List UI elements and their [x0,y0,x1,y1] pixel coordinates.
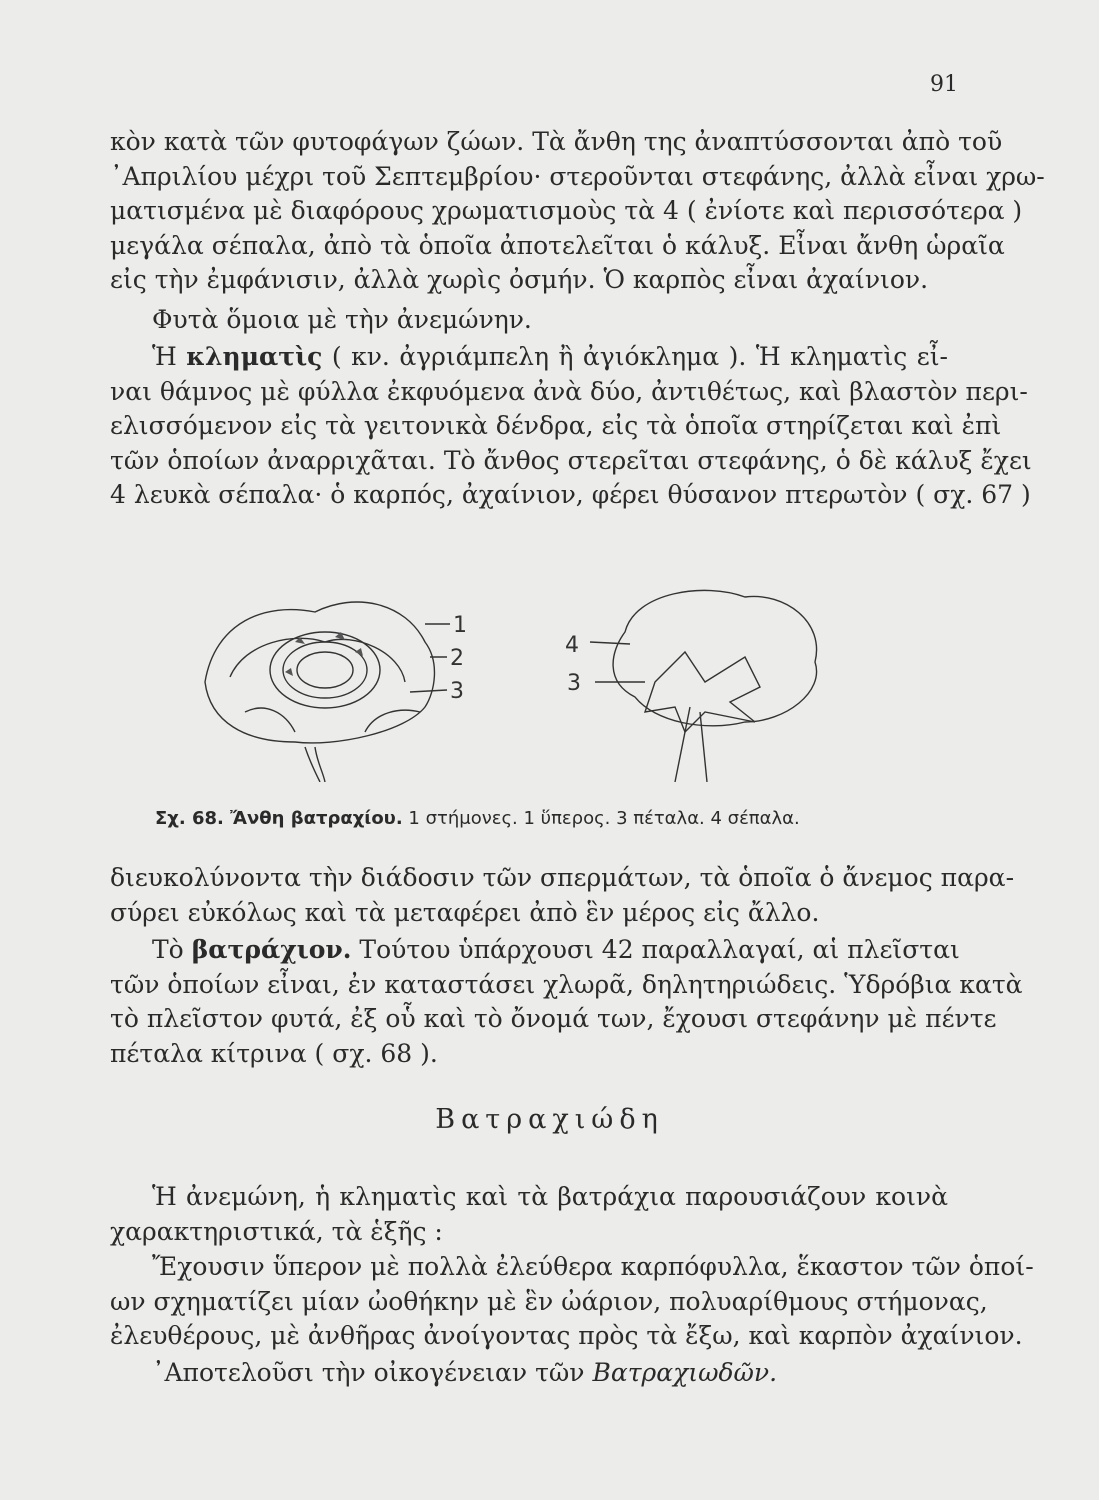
flower-illustration [185,582,955,782]
lead-text: Τὸ [152,935,192,964]
text-line: 4 λευκὰ σέπαλα· ὁ καρπός, ἀχαίνιον, φέρει θύσανον πτερωτὸν ( σχ. 67 ) [110,480,1031,509]
text-line [110,1356,948,1391]
family-name: Βατραχιωδῶν. [592,1358,778,1387]
paragraph-batrachion [110,933,1023,1071]
term-clematis: κληματὶς [186,342,323,371]
figure-label: 1 [453,613,467,638]
paragraph-clematis [110,340,1032,513]
term-batrachion: βατράχιον. [191,935,352,964]
figure-caption [155,808,945,829]
text-line [110,340,948,375]
caption-title: Σχ. 68. Ἄνθη βατραχίου. [155,808,403,829]
lead-text: Ἡ [152,342,187,371]
text-line: πέταλα κίτρινα ( σχ. 68 ). [110,1038,438,1068]
text-line: Ἡ ἀνεμώνη, ἡ κληματὶς καὶ τὰ βατράχια παρουσιάζουν κοινὰ [152,1182,948,1211]
paragraph-anemone [110,125,1045,298]
paragraph-pistil-description [110,1250,1034,1354]
caption-text: 1 στήμονες. 1 ὕπερος. 3 πέταλα. 4 σέπαλα. [402,808,800,829]
text-line: ελισσόμενον εἰς τὰ γειτονικὰ δένδρα, εἰς τὰ ὁποῖα στηρίζεται καὶ ἐπὶ [110,411,1002,440]
page-number: 91 [930,72,958,97]
line-text: ᾿Αποτελοῦσι τὴν οἰκογένειαν τῶν [152,1358,593,1387]
figure-label: 4 [565,633,579,658]
text-line [110,933,960,968]
text-line: τῶν ὁποίων ἀναρριχᾶται. Τὸ ἄνθος στερεῖται στεφάνης, ὁ δὲ κάλυξ ἔχει [110,445,1032,475]
text-line: τῶν ὁποίων εἶναι, ἐν καταστάσει χλωρᾶ, δηλητηριώδεις. Ὑδρόβια κατὰ [110,969,1023,999]
text-line: μεγάλα σέπαλα, ἀπὸ τὰ ὁποῖα ἀποτελεῖται ὁ κάλυξ. Εἶναι ἄνθη ὡραῖα [110,230,1005,260]
text-line: Ἔχουσιν ὕπερον μὲ πολλὰ ἐλεύθερα καρπόφυλλα, ἕκαστον τῶν ὁποί- [152,1252,1034,1281]
text-line: χαρακτηριστικά, τὰ ἑξῆς : [110,1216,443,1246]
text-line: ματισμένα μὲ διαφόρους χρωματισμοὺς τὰ 4 ( ἐνίοτε καὶ περισσότερα ) [110,196,1023,225]
figure-label: 3 [450,679,464,704]
figure-label: 2 [450,646,464,671]
paragraph-common-features [110,1180,948,1249]
text-line: ἐλευθέρους, μὲ ἀνθῆρας ἀνοίγοντας πρὸς τὰ ἔξω, καὶ καρπὸν ἀχαίνιον. [110,1321,1023,1350]
text-line: κὸν κατὰ τῶν φυτοφάγων ζώων. Τὰ ἄνθη της ἀναπτύσσονται ἀπὸ τοῦ [110,127,1003,156]
text-line: ων σχηματίζει μίαν ὠοθήκην μὲ ἓν ὠάριον, πολυαρίθμους στήμονας, [110,1286,988,1316]
text-line: Φυτὰ ὅμοια μὲ τὴν ἀνεμώνην. [152,305,532,334]
figure-label: 3 [567,671,581,696]
figure-68-buttercup-flowers [185,582,955,782]
line-rest: ( κν. ἀγριάμπελη ἢ ἀγιόκλημα ). Ἡ κληματὶς εἶ- [322,342,948,371]
paragraph-seed-dispersal [110,861,1015,930]
line-rest: Τούτου ὑπάρχουσι 42 παραλλαγαί, αἱ πλεῖσται [351,935,960,964]
section-heading: Βατραχιώδη [435,1104,664,1135]
text-line: τὸ πλεῖστον φυτά, ἐξ οὗ καὶ τὸ ὄνομά των, ἔχουσι στεφάνην μὲ πέντε [110,1004,997,1033]
paragraph-family [110,1356,948,1391]
text-line: εἰς τὴν ἐμφάνισιν, ἀλλὰ χωρὶς ὀσμήν. Ὁ καρπὸς εἶναι ἀχαίνιον. [110,265,929,294]
text-line: ναι θάμνος μὲ φύλλα ἐκφυόμενα ἀνὰ δύο, ἀντιθέτως, καὶ βλαστὸν περι- [110,376,1028,406]
text-line: ᾿Απριλίου μέχρι τοῦ Σεπτεμβρίου· στεροῦνται στεφάνης, ἀλλὰ εἶναι χρω- [110,161,1045,191]
text-line: διευκολύνοντα τὴν διάδοσιν τῶν σπερμάτων, τὰ ὁποῖα ὁ ἄνεμος παρα- [110,863,1015,892]
text-line: σύρει εὐκόλως καὶ τὰ μεταφέρει ἀπὸ ἓν μέρος εἰς ἄλλο. [110,897,820,927]
paragraph-similar-plants [110,303,948,338]
